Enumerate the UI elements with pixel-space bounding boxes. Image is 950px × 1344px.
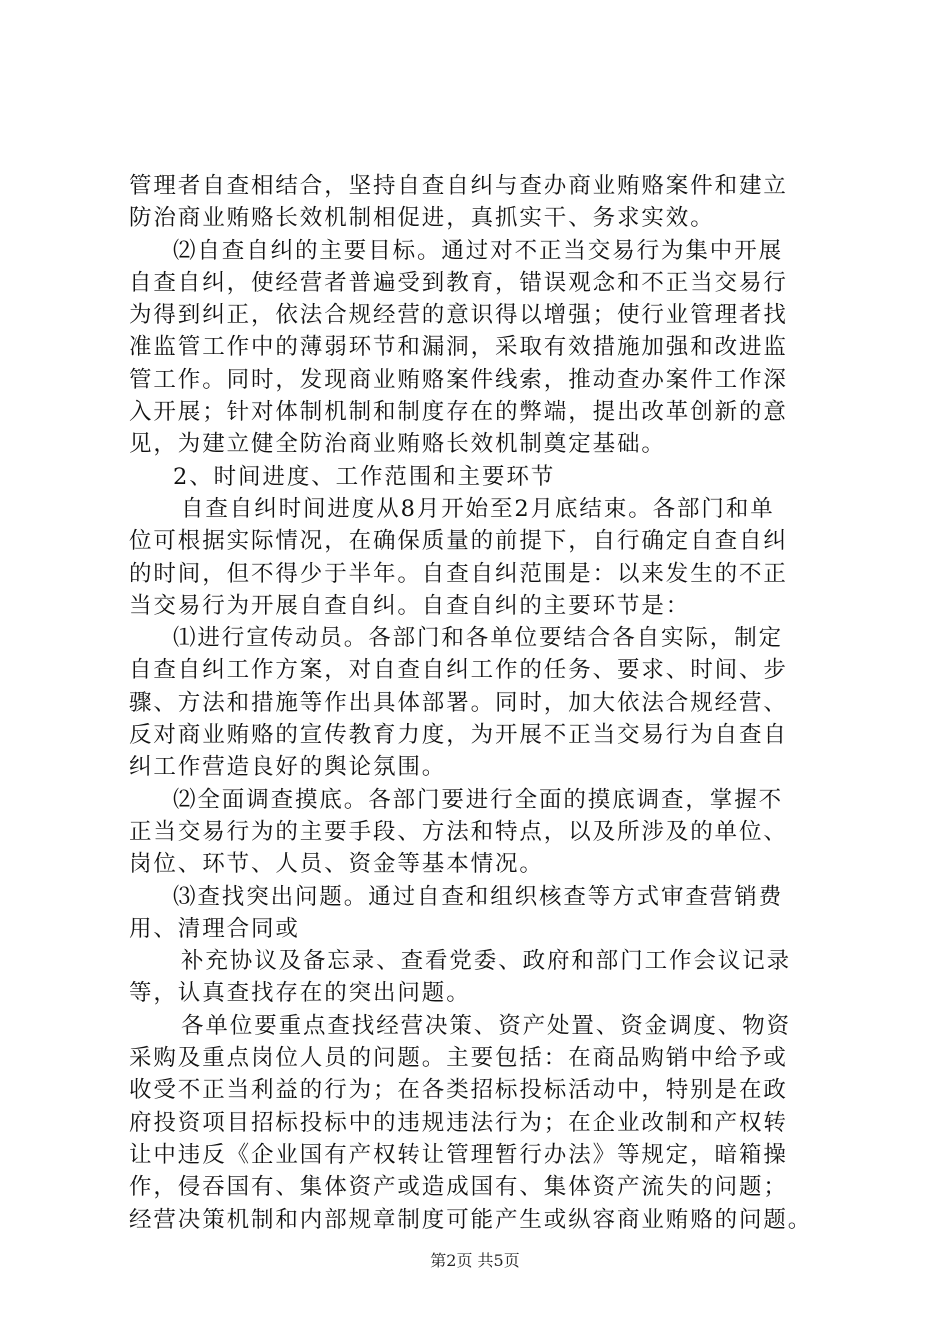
text-line: 为得到纠正，依法合规经营的意识得以增强；使行业管理者找 — [129, 302, 788, 329]
text-line: 管理者自查相结合，坚持自查自纠与查办商业贿赂案件和建立 — [129, 173, 788, 199]
text-line: 当交易行为开展自查自纠。自查自纠的主要环节是： — [129, 592, 691, 619]
text-line: ⑵全面调查摸底。各部门要进行全面的摸底调查，掌握不 — [173, 786, 784, 813]
text-line: 补充协议及备忘录、查看党委、政府和部门工作会议记录 — [181, 948, 792, 975]
page-number: 第2页 共5页 — [430, 1251, 520, 1270]
text-line: 岗位、环节、人员、资金等基本情况。 — [129, 851, 544, 878]
text-line: 采购及重点岗位人员的问题。主要包括：在商品购销中给予或 — [129, 1045, 788, 1072]
text-line: 入开展；针对体制机制和制度存在的弊端，提出改革创新的意 — [129, 399, 788, 426]
text-line: 纠工作营造良好的舆论氛围。 — [129, 754, 447, 781]
text-line: 正当交易行为的主要手段、方法和特点，以及所涉及的单位、 — [129, 818, 788, 845]
text-line: 用、清理合同或 — [129, 915, 300, 942]
text-line: 自查自纠时间进度从8月开始至2月底结束。各部门和单 — [181, 495, 775, 522]
text-line: 各单位要重点查找经营决策、资产处置、资金调度、物资 — [181, 1012, 792, 1039]
text-line: ⑶查找突出问题。通过自查和组织核查等方式审查营销费 — [173, 883, 784, 910]
document-body — [129, 170, 864, 1236]
text-line: 反对商业贿赂的宣传教育力度，为开展不正当交易行为自查自 — [129, 722, 788, 749]
text-line: ⑴进行宣传动员。各部门和各单位要结合各自实际，制定 — [173, 625, 784, 652]
text-line: ⑵自查自纠的主要目标。通过对不正当交易行为集中开展 — [173, 237, 784, 264]
text-line: 府投资项目招标投标中的违规违法行为；在企业改制和产权转 — [129, 1109, 788, 1136]
text-line: 见，为建立健全防治商业贿赂长效机制奠定基础。 — [129, 431, 666, 458]
text-line: 收受不正当利益的行为；在各类招标投标活动中，特别是在政 — [129, 1077, 788, 1104]
text-line: 自查自纠工作方案，对自查自纠工作的任务、要求、时间、步 — [129, 657, 788, 684]
text-line: 准监管工作中的薄弱环节和漏洞，采取有效措施加强和改进监 — [129, 334, 788, 361]
text-line: 骤、方法和措施等作出具体部署。同时，加大依法合规经营、 — [129, 689, 788, 716]
text-line: 防治商业贿赂长效机制相促进，真抓实干、务求实效。 — [129, 205, 715, 232]
text-line: 作，侵吞国有、集体资产或造成国有、集体资产流失的问题； — [129, 1174, 788, 1201]
text-line: 让中违反《企业国有产权转让管理暂行办法》等规定，暗箱操 — [129, 1141, 788, 1168]
text-line: 2、时间进度、工作范围和主要环节 — [173, 463, 556, 490]
text-line: 等，认真查找存在的突出问题。 — [129, 980, 471, 1007]
text-line: 位可根据实际情况，在确保质量的前提下，自行确定自查自纠 — [129, 528, 788, 555]
text-line: 经营决策机制和内部规章制度可能产生或纵容商业贿赂的问题。 — [129, 1206, 813, 1233]
text-line: 自查自纠，使经营者普遍受到教育，错误观念和不正当交易行 — [129, 269, 788, 296]
text-line: 管工作。同时，发现商业贿赂案件线索，推动查办案件工作深 — [129, 366, 788, 393]
text-line: 的时间，但不得少于半年。自查自纠范围是：以来发生的不正 — [129, 560, 788, 587]
